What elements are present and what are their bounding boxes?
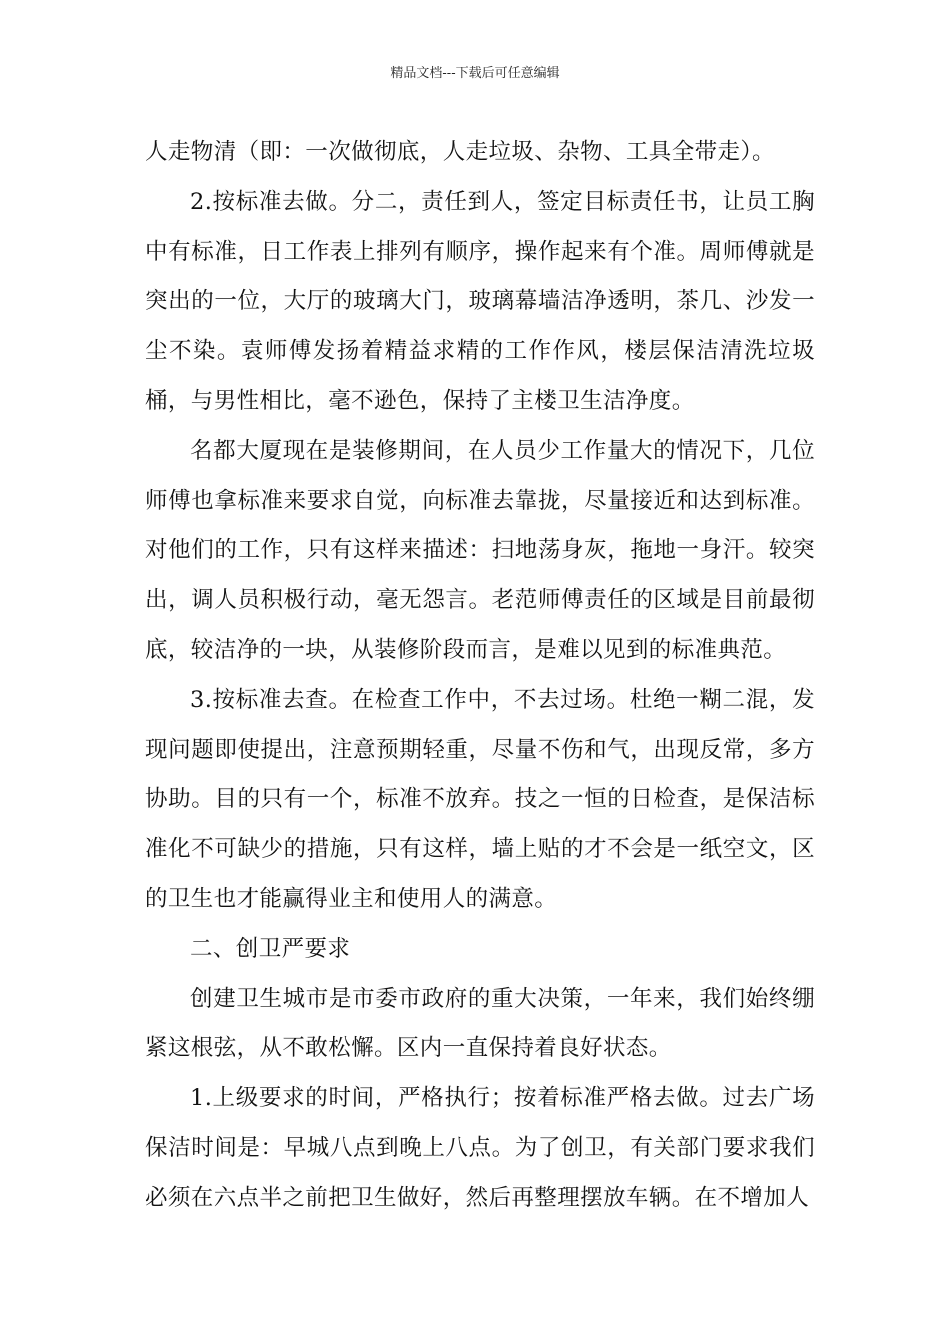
paragraph-item-2: 2.按标准去做。分二，责任到人，签定目标责任书，让员工胸中有标准，日工作表上排列有顺序，操作起来有个准。周师傅就是突出的一位，大厅的玻璃大门，玻璃幕墙洁净透明，茶几、沙发一尘不染。袁师傅发扬着精益求精的工作作风，楼层保洁清洗垃圾桶，与男性相比，毫不逊色，保持了主楼卫生洁净度。: [145, 188, 815, 414]
page-header: 精品文档---下载后可任意编辑: [390, 66, 560, 81]
paragraph-sanitation-city: 创建卫生城市是市委市政府的重大决策，一年来，我们始终绷紧这根弦，从不敢松懈。区内一直保持着良好状态。: [145, 985, 815, 1062]
document-body: [145, 128, 815, 1224]
paragraph-mingdu-building: 名都大厦现在是装修期间，在人员少工作量大的情况下，几位师傅也拿标准来要求自觉，向标准去靠拢，尽量接近和达到标准。对他们的工作，只有这样来描述：扫地荡身灰，拖地一身汗。较突出，调人员积极行动，毫无怨言。老范师傅责任的区域是目前最彻底，较洁净的一块，从装修阶段而言，是难以见到的标准典范。: [145, 437, 815, 663]
section-heading-2: 二、创卫严要求: [190, 935, 351, 962]
paragraph-item-1: 1.上级要求的时间，严格执行；按着标准严格去做。过去广场保洁时间是：早城八点到晚上八点。为了创卫，有关部门要求我们必须在六点半之前把卫生做好，然后再整理摆放车辆。在不增加人: [145, 1085, 815, 1211]
paragraph-continuation: 人走物清（即：一次做彻底，人走垃圾、杂物、工具全带走）。: [145, 139, 775, 165]
paragraph-item-3: 3.按标准去查。在检查工作中，不去过场。杜绝一糊二混，发现问题即使提出，注意预期轻重，尽量不伤和气，出现反常，多方协助。目的只有一个，标准不放弃。技之一恒的日检查，是保洁标准化不可缺少的措施，只有这样，墙上贴的才不会是一纸空文，区的卫生也才能赢得业主和使用人的满意。: [145, 686, 815, 912]
